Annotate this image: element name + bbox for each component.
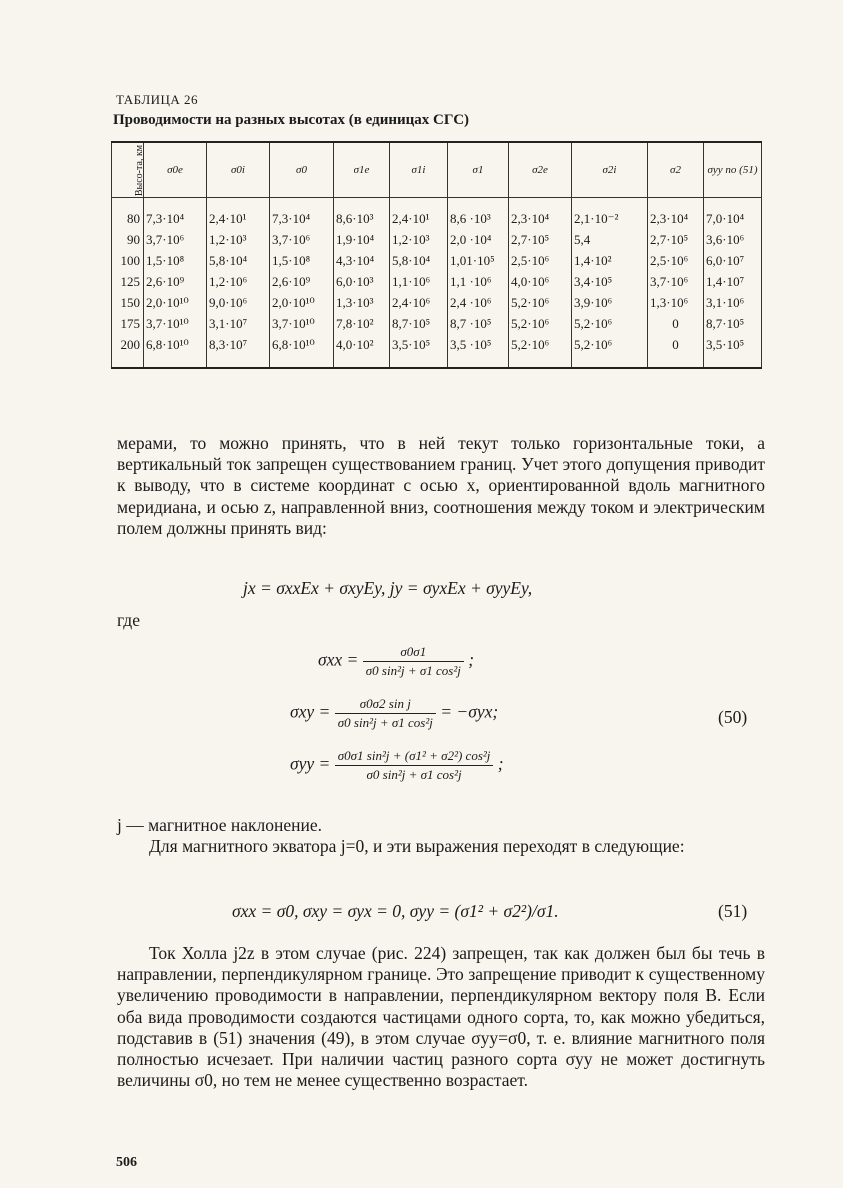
header-sigma2e: σ2e	[509, 142, 572, 198]
value-cell: 5,8·10⁴	[207, 250, 270, 271]
table-spacer	[112, 355, 762, 368]
value-cell: 1,2·10⁶	[207, 271, 270, 292]
equation-sigma-yy: σyy = $\frac{\text{σ0σ1 sin²j + (σ1² + σ2²) cos²j}}{\text{σ0 sin²j + σ1 cos²j}}$ ;	[290, 748, 504, 782]
value-cell: 0	[648, 334, 704, 355]
header-sigmayy: σyy по (51)	[704, 142, 762, 198]
value-cell: 6,8·10¹⁰	[144, 334, 207, 355]
altitude-cell: 125	[112, 271, 144, 292]
header-sigma1i: σ1i	[390, 142, 448, 198]
value-cell: 2,4·10⁶	[390, 292, 448, 313]
where-label: где	[117, 610, 140, 630]
table-spacer	[112, 198, 762, 209]
value-cell: 8,6 ·10³	[448, 208, 509, 229]
value-cell: 2,0·10¹⁰	[144, 292, 207, 313]
value-cell: 1,4·10⁷	[704, 271, 762, 292]
header-sigma0i: σ0i	[207, 142, 270, 198]
equation-sigma-xy: σxy = $\frac{\text{σ0σ2 sin j}}{\text{σ0 sin²j + σ1 cos²j}}$ = −σyx;	[290, 696, 499, 730]
value-cell: 1,1·10⁶	[390, 271, 448, 292]
value-cell: 9,0·10⁶	[207, 292, 270, 313]
value-cell: 5,8·10⁴	[390, 250, 448, 271]
altitude-cell: 100	[112, 250, 144, 271]
value-cell: 3,4·10⁵	[572, 271, 648, 292]
equation-number-50: (50)	[718, 707, 748, 727]
value-cell: 2,3·10⁴	[509, 208, 572, 229]
value-cell: 1,5·10⁸	[144, 250, 207, 271]
value-cell: 5,4	[572, 229, 648, 250]
value-cell: 7,8·10²	[334, 313, 390, 334]
value-cell: 2,1·10⁻²	[572, 208, 648, 229]
header-sigma1e: σ1e	[334, 142, 390, 198]
value-cell: 8,7 ·10⁵	[448, 313, 509, 334]
value-cell: 4,0·10⁶	[509, 271, 572, 292]
altitude-cell: 200	[112, 334, 144, 355]
value-cell: 8,3·10⁷	[207, 334, 270, 355]
equation-51: σxx = σ0, σxy = σyx = 0, σyy = (σ1² + σ2²)/σ1.	[232, 901, 559, 921]
value-cell: 1,2·10³	[390, 229, 448, 250]
value-cell: 5,2·10⁶	[572, 313, 648, 334]
value-cell: 3,7·10¹⁰	[270, 313, 334, 334]
table-row	[112, 208, 762, 229]
value-cell: 7,3·10⁴	[270, 208, 334, 229]
altitude-cell: 175	[112, 313, 144, 334]
current-equations: jx = σxxEx + σxyEy, jy = σyxEx + σyyEy,	[243, 578, 533, 598]
value-cell: 4,3·10⁴	[334, 250, 390, 271]
value-cell: 4,0·10²	[334, 334, 390, 355]
value-cell: 6,8·10¹⁰	[270, 334, 334, 355]
value-cell: 8,6·10³	[334, 208, 390, 229]
page-number: 506	[116, 1155, 137, 1170]
value-cell: 2,6·10⁹	[270, 271, 334, 292]
value-cell: 5,2·10⁶	[572, 334, 648, 355]
table-row	[112, 250, 762, 271]
header-sigma0e: σ0e	[144, 142, 207, 198]
value-cell: 1,2·10³	[207, 229, 270, 250]
value-cell: 2,3·10⁴	[648, 208, 704, 229]
value-cell: 5,2·10⁶	[509, 334, 572, 355]
value-cell: 2,4 ·10⁶	[448, 292, 509, 313]
value-cell: 1,5·10⁸	[270, 250, 334, 271]
value-cell: 7,3·10⁴	[144, 208, 207, 229]
value-cell: 3,7·10⁶	[648, 271, 704, 292]
value-cell: 6,0·10³	[334, 271, 390, 292]
value-cell: 8,7·10⁵	[390, 313, 448, 334]
value-cell: 2,5·10⁶	[648, 250, 704, 271]
value-cell: 3,7·10¹⁰	[144, 313, 207, 334]
body-paragraph-1: мерами, то можно принять, что в ней текут только горизонтальные токи, а вертикальный ток запрещен существованием границ. Учет этого допущения приводит к выводу, что в системе координат с осью x, ориентированной вдоль магнитного меридиана, и осью z, направленной вниз, соотношения между током и электрическим полем должны принять вид:	[117, 433, 765, 538]
header-altitude: Высо-та, км	[112, 142, 144, 198]
value-cell: 2,6·10⁹	[144, 271, 207, 292]
equation-number-51: (51)	[718, 901, 748, 921]
table-row	[112, 334, 762, 355]
value-cell: 1,3·10⁶	[648, 292, 704, 313]
body-paragraph-3: Ток Холла j2z в этом случае (рис. 224) запрещен, так как должен был бы течь в направлении, перпендикулярном границе. Это запрещение приводит к существенному увеличению проводимости в направлении, перпендикулярном вектору поля B. Если оба вида проводимости создаются частицами одного сорта, то, как можно убедиться, подставив в (51) значения (49), в этом случае σyy=σ0, т. е. влияние магнитного поля полностью исчезает. При наличии частиц разного сорта σyy не может достигнуть величины σ0, но тем не менее существенно возрастает.	[117, 943, 765, 1091]
value-cell: 3,7·10⁶	[270, 229, 334, 250]
altitude-cell: 80	[112, 208, 144, 229]
value-cell: 3,1·10⁶	[704, 292, 762, 313]
header-sigma0: σ0	[270, 142, 334, 198]
value-cell: 3,5·10⁵	[704, 334, 762, 355]
value-cell: 2,7·10⁵	[648, 229, 704, 250]
value-cell: 1,1 ·10⁶	[448, 271, 509, 292]
value-cell: 5,2·10⁶	[509, 292, 572, 313]
table-header-row	[112, 142, 762, 198]
value-cell: 3,6·10⁶	[704, 229, 762, 250]
table-row	[112, 313, 762, 334]
value-cell: 5,2·10⁶	[509, 313, 572, 334]
value-cell: 3,1·10⁷	[207, 313, 270, 334]
value-cell: 2,7·10⁵	[509, 229, 572, 250]
table-title: Проводимости на разных высотах (в единицах СГС)	[113, 112, 470, 128]
equation-sigma-xx: σxx = $\frac{\sigma 0\sigma 1}{\text{σ0 sin²j + σ1 cos²j}}$ ;	[318, 644, 475, 678]
value-cell: 3,7·10⁶	[144, 229, 207, 250]
table-row	[112, 271, 762, 292]
value-cell: 8,7·10⁵	[704, 313, 762, 334]
value-cell: 6,0·10⁷	[704, 250, 762, 271]
altitude-cell: 90	[112, 229, 144, 250]
value-cell: 1,9·10⁴	[334, 229, 390, 250]
header-sigma2: σ2	[648, 142, 704, 198]
header-sigma2i: σ2i	[572, 142, 648, 198]
value-cell: 3,5 ·10⁵	[448, 334, 509, 355]
value-cell: 1,4·10²	[572, 250, 648, 271]
value-cell: 7,0·10⁴	[704, 208, 762, 229]
value-cell: 2,0 ·10⁴	[448, 229, 509, 250]
conductivity-table	[111, 141, 762, 369]
body-paragraph-2: j — магнитное наклонение. Для магнитного экватора j=0, и эти выражения переходят в следующие:	[117, 815, 685, 857]
header-sigma1: σ1	[448, 142, 509, 198]
value-cell: 1,3·10³	[334, 292, 390, 313]
value-cell: 3,9·10⁶	[572, 292, 648, 313]
table-row	[112, 292, 762, 313]
value-cell: 1,01·10⁵	[448, 250, 509, 271]
value-cell: 2,4·10¹	[390, 208, 448, 229]
value-cell: 2,5·10⁶	[509, 250, 572, 271]
value-cell: 0	[648, 313, 704, 334]
table-row	[112, 229, 762, 250]
table-number: ТАБЛИЦА 26	[116, 92, 199, 107]
altitude-cell: 150	[112, 292, 144, 313]
value-cell: 2,4·10¹	[207, 208, 270, 229]
value-cell: 2,0·10¹⁰	[270, 292, 334, 313]
value-cell: 3,5·10⁵	[390, 334, 448, 355]
